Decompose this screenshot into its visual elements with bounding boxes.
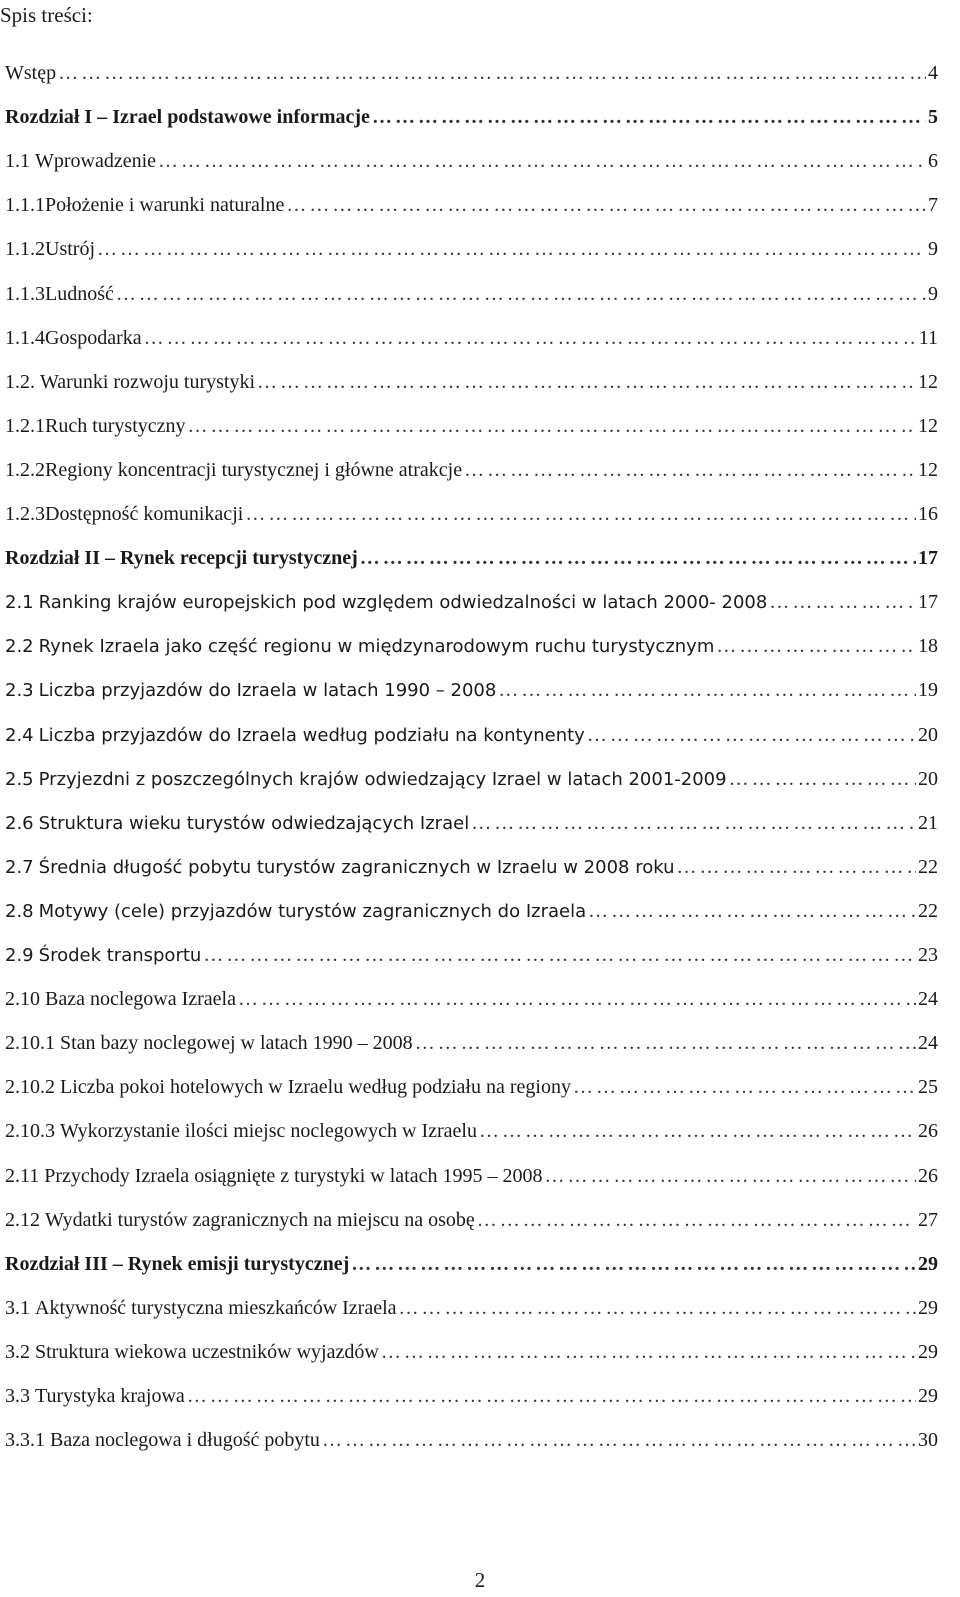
toc-entry-page: 22 — [918, 899, 938, 922]
toc-entry-page: 22 — [918, 855, 938, 878]
toc-entry[interactable] — [5, 1293, 938, 1323]
toc-entry-number: 2.1 — [5, 592, 34, 614]
toc-entry-title: Średnia długość pobytu turystów zagranicznych w Izraelu w 2008 roku — [38, 856, 675, 878]
toc-entry-page: 19 — [918, 679, 938, 702]
toc-dot-leader — [588, 896, 916, 926]
toc-entry-title: Przyjezdni z poszczególnych krajów odwiedzający Izrael w latach 2001-2009 — [38, 768, 727, 790]
toc-entry-page: 27 — [918, 1208, 938, 1231]
toc-entry-page: 17 — [918, 547, 938, 570]
toc-entry-title: Dostępność komunikacji — [45, 503, 244, 525]
toc-entry-page: 24 — [918, 1032, 938, 1055]
toc-entry-page: 21 — [918, 811, 938, 834]
toc-entry-page: 20 — [918, 767, 938, 790]
toc-entry-page: 29 — [918, 1385, 938, 1407]
toc-entry-title: Struktura wiekowa uczestników wyjazdów — [35, 1340, 379, 1363]
toc-dot-leader — [573, 1072, 916, 1102]
toc-dot-leader — [257, 367, 916, 397]
toc-dot-leader — [188, 411, 916, 441]
toc-entry-title: Warunki rozwoju turystyki — [40, 370, 256, 393]
toc-entry-number: 3.3 — [5, 1385, 30, 1407]
toc-dot-leader — [144, 323, 917, 353]
toc-entry-title: Motywy (cele) przyjazdów turystów zagranicznych do Izraela — [38, 900, 587, 922]
toc-entry-page: 12 — [918, 370, 938, 393]
toc-entry-title: Wydatki turystów zagranicznych na miejscu na osobę — [45, 1208, 475, 1231]
toc-entry[interactable] — [5, 323, 938, 353]
toc-entry[interactable] — [5, 58, 938, 88]
toc-entry-number: 2.8 — [5, 900, 34, 922]
toc-entry-page: 16 — [918, 503, 938, 525]
toc-entry-number: 1.1.2 — [5, 238, 45, 261]
toc-entry-page: 26 — [918, 1120, 938, 1143]
toc-entry-number: 1.1.1 — [5, 194, 45, 217]
toc-entry[interactable] — [5, 499, 938, 529]
toc-entry-number: 2.11 — [5, 1164, 40, 1187]
toc-dot-leader — [203, 940, 916, 970]
toc-entry[interactable] — [5, 1337, 938, 1367]
toc-entry[interactable] — [5, 234, 938, 264]
toc-entry[interactable] — [5, 587, 938, 617]
toc-dot-leader — [58, 58, 926, 88]
toc-entry-title: Struktura wieku turystów odwiedzających Izrael — [38, 812, 470, 834]
toc-dot-leader — [116, 279, 926, 309]
toc-dot-leader — [415, 1028, 916, 1058]
toc-dot-leader — [158, 146, 926, 176]
toc-dot-leader — [464, 455, 916, 485]
toc-entry[interactable] — [5, 720, 938, 750]
toc-entry-title: Liczba przyjazdów do Izraela według podziału na kontynenty — [38, 724, 585, 746]
toc-entry-page: 29 — [918, 1296, 938, 1319]
toc-entry-number: 2.10.3 — [5, 1120, 55, 1143]
toc-dot-leader — [544, 1161, 916, 1191]
toc-entry-title: Aktywność turystyczna mieszkańców Izraela — [35, 1296, 397, 1319]
toc-entry-number: 2.5 — [5, 768, 34, 790]
toc-entry-page: 20 — [918, 723, 938, 746]
toc-entry-title: Przychody Izraela osiągnięte z turystyki w latach 1995 – 2008 — [44, 1164, 543, 1187]
toc-entry[interactable] — [5, 984, 938, 1014]
toc-heading: Spis treści: — [0, 3, 93, 27]
toc-entry-page: 9 — [928, 282, 938, 305]
toc-entry-title: Ludność — [45, 282, 114, 305]
toc-entry-title: Ranking krajów europejskich pod względem odwiedzalności w latach 2000- 2008 — [38, 592, 768, 614]
toc-entry[interactable] — [5, 1425, 938, 1455]
toc-entry-number: 2.2 — [5, 636, 34, 658]
toc-entry-number: 1.1.3 — [5, 282, 45, 305]
toc-dot-leader — [360, 543, 916, 573]
toc-entry-title: Rozdział I – Izrael podstawowe informacje — [5, 106, 370, 129]
toc-entry[interactable] — [5, 1116, 938, 1146]
toc-entry-page: 9 — [928, 238, 938, 261]
toc-entry-page: 24 — [918, 988, 938, 1011]
toc-entry-page: 18 — [918, 635, 938, 658]
toc-entry-number: 2.12 — [5, 1208, 40, 1231]
toc-entry[interactable] — [5, 1072, 938, 1102]
toc-entry-page: 29 — [918, 1340, 938, 1363]
toc-dot-leader — [245, 499, 916, 529]
toc-entry-title: Wprowadzenie — [35, 150, 157, 173]
toc-entry-number: 1.1.4 — [5, 326, 45, 349]
toc-entry-page: 30 — [918, 1429, 938, 1452]
toc-entry-number: 1.2.2 — [5, 458, 45, 481]
toc-entry-page: 26 — [918, 1164, 938, 1187]
toc-entry-page: 12 — [918, 458, 938, 481]
toc-entry-title: Wstęp — [5, 62, 57, 84]
toc-entry[interactable] — [5, 808, 938, 838]
toc-entry-page: 11 — [918, 326, 938, 349]
toc-entry[interactable] — [5, 190, 938, 220]
toc-entry[interactable] — [5, 411, 938, 441]
page-number: 2 — [474, 1568, 486, 1592]
toc-dot-leader — [97, 234, 926, 264]
toc-entry-title: Turystyka krajowa — [35, 1385, 185, 1407]
toc-entry-number: 2.10.2 — [5, 1076, 55, 1099]
toc-dot-leader — [477, 1205, 916, 1235]
toc-entry[interactable] — [5, 1028, 938, 1058]
toc-dot-leader — [187, 1381, 916, 1411]
toc-entry-number: 2.10 — [5, 988, 40, 1011]
toc-entry-title: Liczba przyjazdów do Izraela w latach 1990 – 2008 — [38, 680, 497, 702]
toc-dot-leader — [587, 720, 916, 750]
toc-entry-page: 25 — [918, 1076, 938, 1099]
toc-entry-title: Wykorzystanie ilości miejsc noclegowych w Izraelu — [60, 1120, 477, 1143]
toc-entry[interactable] — [5, 455, 938, 485]
toc-entry[interactable] — [5, 852, 938, 882]
toc-entry[interactable] — [5, 764, 938, 794]
toc-entry-page: 4 — [928, 62, 938, 84]
toc-entry-title: Baza noclegowa Izraela — [45, 988, 236, 1011]
toc-entry-page: 6 — [928, 150, 938, 173]
toc-entry-number: 2.10.1 — [5, 1032, 55, 1055]
toc-entry-title: Gospodarka — [45, 326, 142, 349]
toc-dot-leader — [238, 984, 916, 1014]
toc-entry-number: 1.2. — [5, 370, 35, 393]
toc-entry-title: Liczba pokoi hotelowych w Izraelu według podziału na regiony — [60, 1076, 571, 1099]
toc-entry-title: Rynek Izraela jako część regionu w międzynarodowym ruchu turystycznym — [38, 636, 715, 658]
toc-entry-number: 2.4 — [5, 724, 34, 746]
toc-entry-title: Baza noclegowa i długość pobytu — [50, 1429, 320, 1452]
toc-entry-number: 1.2.3 — [5, 503, 45, 525]
toc-dot-leader — [351, 1249, 916, 1279]
toc-entry-number: 2.9 — [5, 945, 34, 966]
toc-entry[interactable] — [5, 543, 938, 573]
toc-dot-leader — [381, 1337, 916, 1367]
toc-entry-title: Rozdział III – Rynek emisji turystycznej — [5, 1252, 350, 1275]
toc-entry[interactable] — [5, 896, 938, 926]
toc-entry[interactable] — [5, 940, 938, 970]
toc-entry-number: 2.7 — [5, 856, 34, 878]
toc-entry[interactable] — [5, 146, 938, 176]
toc-entry[interactable] — [5, 367, 938, 397]
toc-entry[interactable] — [5, 631, 938, 661]
toc-entry-title: Położenie i warunki naturalne — [45, 194, 285, 217]
toc-entry[interactable] — [5, 1381, 938, 1411]
toc-dot-leader — [729, 764, 916, 794]
toc-entry[interactable] — [5, 1249, 938, 1279]
toc-entry-page: 12 — [918, 414, 938, 437]
toc-entry-number: 1.2.1 — [5, 414, 45, 437]
toc-entry[interactable] — [5, 1161, 938, 1191]
toc-entry-number: 2.6 — [5, 812, 34, 834]
toc-dot-leader — [471, 808, 916, 838]
toc-dot-leader — [716, 631, 916, 661]
toc-entry-title: Środek transportu — [38, 945, 202, 966]
toc-entry-page: 5 — [928, 106, 938, 129]
toc-dot-leader — [322, 1425, 916, 1455]
toc-dot-leader — [372, 102, 926, 132]
toc-entry[interactable] — [5, 102, 938, 132]
toc-entry[interactable] — [5, 279, 938, 309]
toc-dot-leader — [286, 190, 926, 220]
toc-entry-number: 2.3 — [5, 680, 34, 702]
toc-entry-title: Ruch turystyczny — [45, 414, 186, 437]
toc-entry-title: Rozdział II – Rynek recepcji turystycznej — [5, 547, 358, 570]
toc-dot-leader — [677, 852, 916, 882]
toc-dot-leader — [399, 1293, 916, 1323]
toc-entry-title: Ustrój — [45, 238, 95, 261]
toc-entry-number: 1.1 — [5, 150, 30, 173]
toc-entry[interactable] — [5, 675, 938, 705]
toc-entry-number: 3.2 — [5, 1340, 30, 1363]
toc-entry-page: 23 — [918, 944, 938, 966]
toc-entry-number: 3.3.1 — [5, 1429, 45, 1452]
toc-entry-page: 29 — [918, 1252, 938, 1275]
toc-entry-number: 3.1 — [5, 1296, 30, 1319]
toc-dot-leader — [769, 587, 916, 617]
toc-entry-title: Regiony koncentracji turystycznej i główne atrakcje — [45, 458, 463, 481]
toc-entry-title: Stan bazy noclegowej w latach 1990 – 2008 — [60, 1032, 413, 1055]
toc-dot-leader — [498, 675, 916, 705]
toc-entry-page: 7 — [928, 194, 938, 217]
toc-entry-page: 17 — [918, 591, 938, 614]
toc-entry[interactable] — [5, 1205, 938, 1235]
toc-dot-leader — [479, 1116, 916, 1146]
